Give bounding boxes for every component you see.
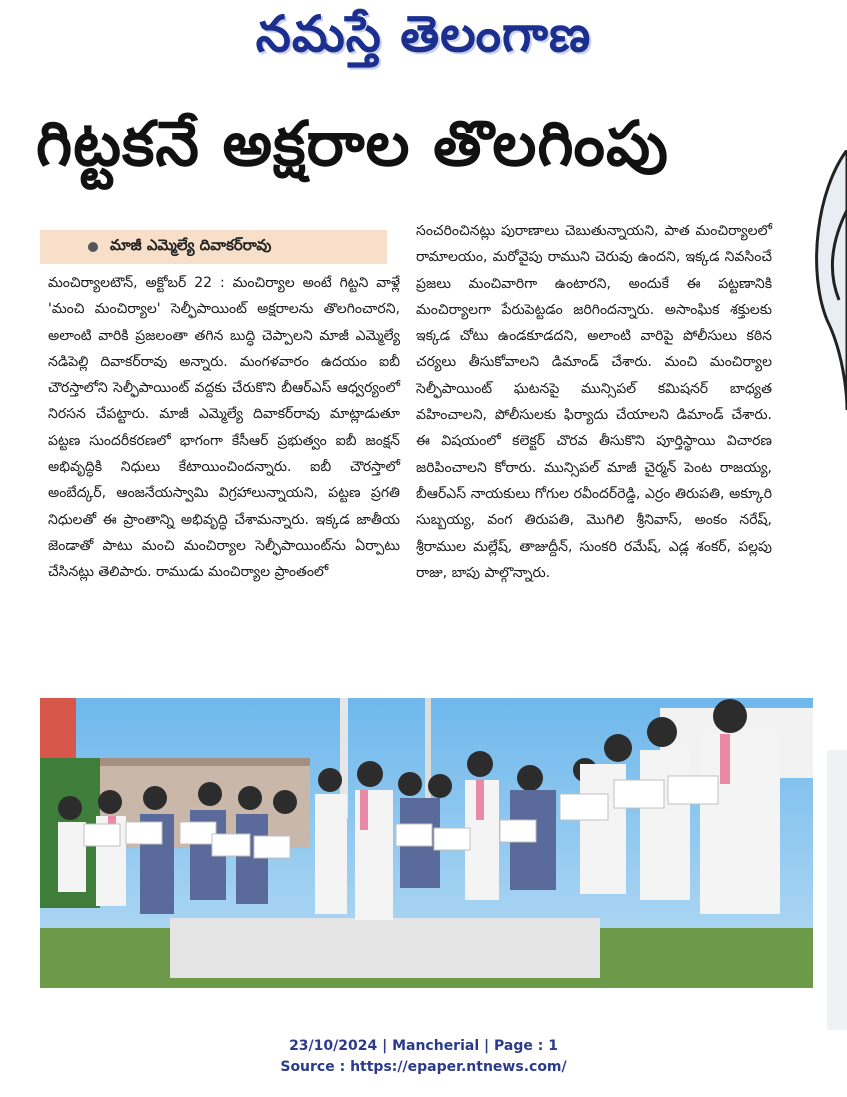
left-column-text: మంచిర్యాలటౌన్, అక్టోబర్ 22 : మంచిర్యాల అంటే గిట్టని వాళ్లే 'మంచి మంచిర్యాల' సెల్ఫీపాయింట్ అక్షరాలను తొలగించారని, అలాంటి వారికి ప్రజలంతా తగిన బుద్ధి చెప్పాలని మాజీ ఎమ్మెల్యే నడిపెల్లి దివాకర్‌రావు అన్నారు. మంగళవారం ఉదయం ఐబీ చౌరస్తాలోని సెల్ఫీపాయింట్ వద్దకు చేరుకొని బీఆర్‌ఎస్ ఆధ్వర్యంలో నిరసన చేపట్టారు. మాజీ ఎమ్మెల్యే దివాకర్‌రావు మాట్లాడుతూ పట్టణ సుందరీకరణలో భాగంగా కేసీఆర్ ప్రభుత్వం ఐబీ జంక్షన్ అభివృద్ధికి నిధులు కేటాయించిందన్నారు. ఐబీ చౌరస్తాలో అంబేద్కర్, ఆంజనేయస్వామి విగ్రహాలున్నాయని, పట్టణ ప్రగతి నిధులతో ఈ ప్రాంతాన్ని అభివృద్ధి చేశామన్నారు. ఇక్కడ జాతీయ జెండాతో పాటు మంచి మంచిర్యాల సెల్ఫీపాయింట్‌ను ఏర్పాటు చేసినట్లు తెలిపారు. రాముడు మంచిర్యాల ప్రాంతంలో — [48, 275, 400, 581]
page-footer — [0, 1036, 847, 1078]
article-photo — [40, 698, 813, 988]
article-headline: గిట్టకనే అక్షరాల తొలగింపు — [36, 107, 669, 180]
article-column-left — [48, 270, 400, 586]
source-link[interactable]: Source : https://epaper.ntnews.com/ — [280, 1059, 567, 1075]
right-column-text: సంచరించినట్లు పురాణాలు చెబుతున్నాయని, పాత మంచిర్యాలలో రామాలయం, మరోవైపు రాముని చెరువు ఉందని, ఇక్కడ నివసించే ప్రజలు మంచివారిగా ఉంటారని, అందుకే ఈ పట్టణానికి మంచిర్యాలగా పేరుపెట్టడం జరిగిందన్నారు. అసాంఘిక శక్తులకు ఇక్కడ చోటు ఉండకూడదని, అలాంటి వారిపై పోలీసులు కఠిన చర్యలు తీసుకోవాలని డిమాండ్ చేశారు. మంచి మంచిర్యాల సెల్ఫీపాయింట్ ఘటనపై మున్సిపల్ కమిషనర్ బాధ్యత వహించాలని, పోలీసులకు ఫిర్యాదు చేయాలని డిమాండ్ చేశారు. ఈ విషయంలో కలెక్టర్ చొరవ తీసుకొని పూర్తిస్థాయి విచారణ జరిపించాలని కోరారు. మున్సిపల్ మాజీ చైర్మన్ పెంట రాజయ్య, బీఆర్‌ఎస్ నాయకులు గోగుల రవీందర్‌రెడ్డి, ఎర్రం తిరుపతి, అక్కూరి సుబ్బయ్య, వంగ తిరుపతి, మొగిలి శ్రీనివాస్, అంకం నరేష్, శ్రీరాముల మల్లేష్, తాజుద్దీన్, సుంకరి రమేష్, ఎడ్ల శంకర్, పల్లపు రాజు, బాపు పాల్గొన్నారు. — [416, 223, 772, 581]
bullet-icon — [88, 242, 98, 252]
masthead-title: నమస్తే తెలంగాణ — [255, 4, 592, 63]
byline-text: మాజీ ఎమ్మెల్యే దివాకర్‌రావు — [110, 236, 272, 254]
article-column-right — [416, 218, 772, 586]
article-byline — [40, 230, 387, 264]
newspaper-masthead — [0, 0, 847, 80]
edition-meta: 23/10/2024 | Mancherial | Page : 1 — [289, 1038, 558, 1054]
